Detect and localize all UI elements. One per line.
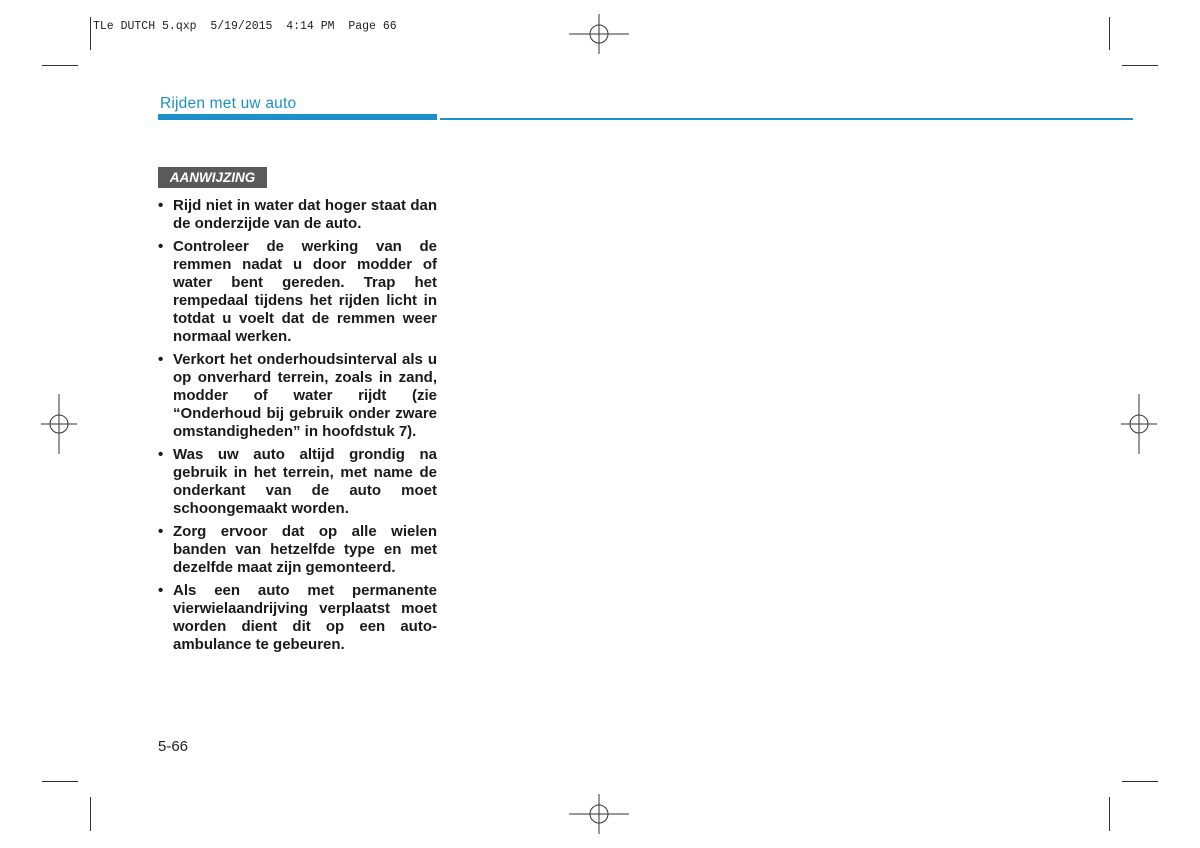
note-item (158, 351, 437, 441)
note-item (158, 582, 437, 654)
bullet-icon: • (158, 446, 164, 463)
note-item-text: Zorg ervoor dat op alle wielen banden van hetzelfde type en met dezelfde maat zijn gemonteerd. (173, 523, 437, 576)
registration-mark-bottom-icon (569, 784, 629, 844)
note-item-text: Als een auto met permanente vierwielaandrijving verplaatst moet worden dient dit op een auto-ambulance te gebeuren. (173, 582, 437, 653)
note-item (158, 523, 437, 577)
header-rule-thin (440, 118, 1133, 120)
note-badge: AANWIJZING (158, 167, 267, 188)
note-item (158, 446, 437, 518)
crop-mark-top-left-h (42, 65, 78, 66)
crop-mark-bottom-right-v (1109, 797, 1110, 831)
registration-mark-left-icon (29, 394, 89, 454)
registration-mark-top-icon (569, 4, 629, 64)
note-item (158, 197, 437, 233)
crop-mark-top-left-v (90, 17, 91, 50)
header-rule-thick (158, 114, 437, 120)
crop-mark-top-right-h (1122, 65, 1158, 66)
bullet-icon: • (158, 351, 164, 368)
bullet-icon: • (158, 197, 164, 214)
bullet-icon: • (158, 582, 164, 599)
crop-mark-bottom-left-h (42, 781, 78, 782)
note-list (158, 197, 437, 659)
crop-mark-bottom-left-v (90, 797, 91, 831)
note-item-text: Verkort het onderhoudsinterval als u op onverhard terrein, zoals in zand, modder of water rijdt (zie “Onderhoud bij gebruik onder zware omstandigheden” in hoofdstuk 7). (173, 351, 437, 440)
registration-mark-right-icon (1109, 394, 1169, 454)
note-item-text: Rijd niet in water dat hoger staat dan de onderzijde van de auto. (173, 197, 437, 232)
chapter-title: Rijden met uw auto (160, 95, 297, 112)
crop-mark-top-right-v (1109, 17, 1110, 50)
note-item-text: Was uw auto altijd grondig na gebruik in het terrein, met name de onderkant van de auto moet schoongemaakt worden. (173, 446, 437, 517)
bullet-icon: • (158, 238, 164, 255)
note-item-text: Controleer de werking van de remmen nadat u door modder of water bent gereden. Trap het rempedaal tijdens het rijden licht in totdat u voelt dat de remmen weer normaal werken. (173, 238, 437, 345)
bullet-icon: • (158, 523, 164, 540)
page-number: 5-66 (158, 738, 189, 755)
crop-mark-bottom-right-h (1122, 781, 1158, 782)
note-item (158, 238, 437, 346)
print-slug: TLe DUTCH 5.qxp 5/19/2015 4:14 PM Page 66 (93, 20, 397, 33)
